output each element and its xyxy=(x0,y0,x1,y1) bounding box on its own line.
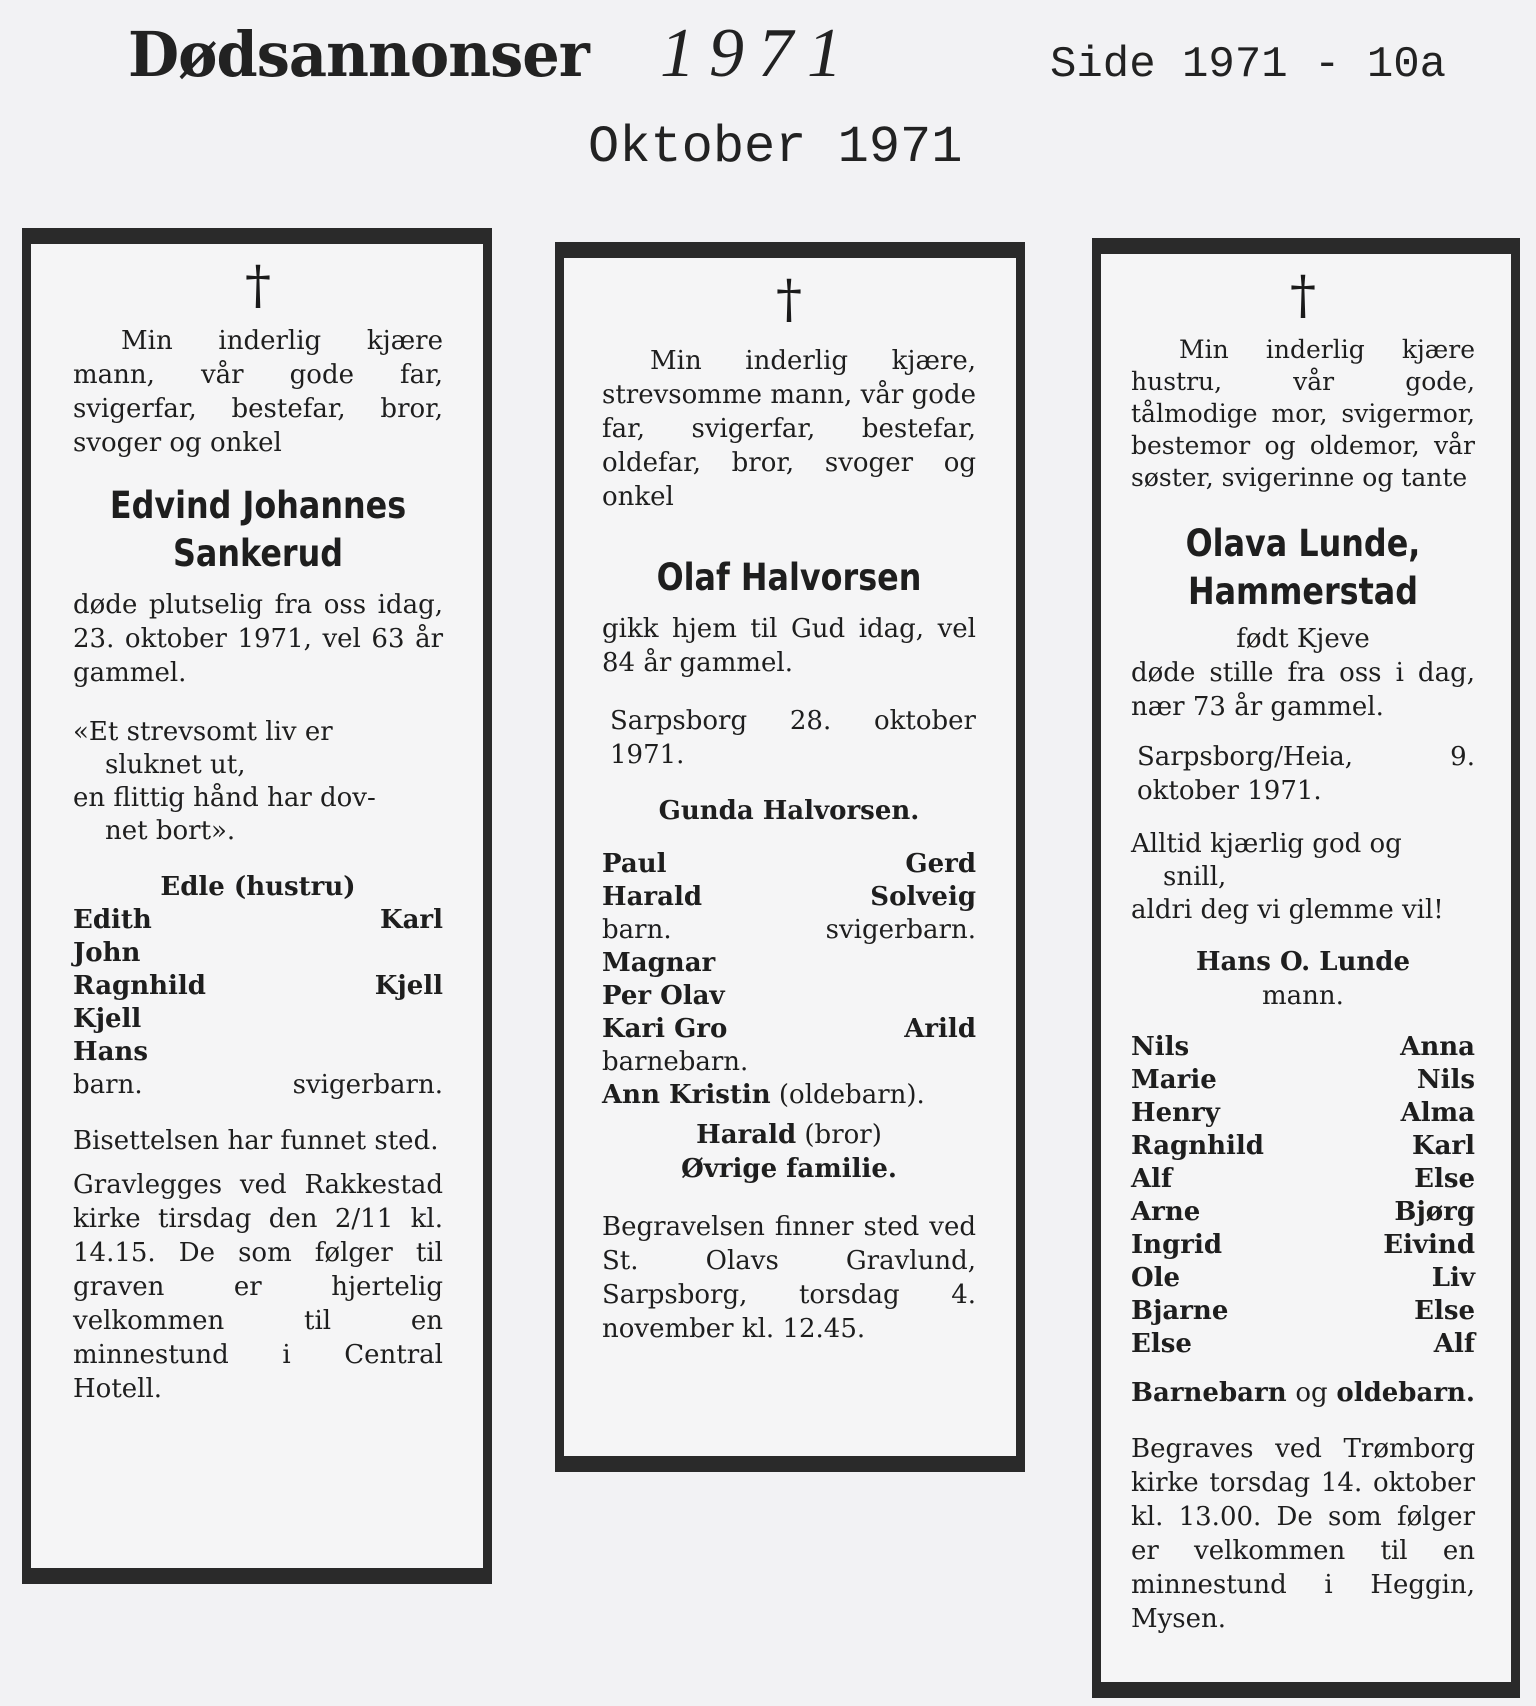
page-title: Dødsannonser xyxy=(128,18,589,91)
poem-line: snill, xyxy=(1163,862,1227,892)
page-year: 1971 xyxy=(660,15,856,92)
family-row: Per Olav xyxy=(602,981,725,1011)
page-number: Side 1971 - 10a xyxy=(1050,40,1447,90)
family-row: barn. svigerbarn. xyxy=(602,915,976,945)
family-list xyxy=(602,848,976,1112)
poem-line: aldri deg vi glemme vil! xyxy=(1131,895,1444,925)
family-row: barnebarn. xyxy=(602,1047,749,1077)
family-row: Kjell xyxy=(73,1004,142,1034)
poem xyxy=(1131,828,1475,927)
deceased-name: Edvind Johannes xyxy=(109,484,407,527)
cross-icon: † xyxy=(245,256,271,316)
family-row: John xyxy=(73,938,141,968)
family-row: barn. svigerbarn. xyxy=(73,1070,443,1100)
spouse-name: Edle (hustru) xyxy=(160,872,356,902)
great-grandchild-row: Ann Kristin (oldebarn). xyxy=(602,1080,925,1110)
family-row: Magnar xyxy=(602,948,716,978)
birth-name: født Kjeve xyxy=(1236,624,1370,654)
intro-text: Min inderlig kjære mann, vår gode far, svigerfar, bestefar, bror, svoger og onkel xyxy=(73,326,443,458)
family-list xyxy=(73,904,443,1102)
family-row: Kari Gro Arild xyxy=(602,1014,976,1044)
burial-text: Gravlegges ved Rakkestad kirke tirsdag den 2/11 kl. 14.15. De som følger til graven er hjertelig velkommen til en minnestund i Central Hotell. xyxy=(73,1170,443,1404)
spouse-name: Gunda Halvorsen. xyxy=(658,796,920,826)
funeral-text: Bisettelsen har funnet sted. xyxy=(73,1126,439,1156)
spouse-label: mann. xyxy=(1262,981,1344,1011)
poem-line: net bort». xyxy=(105,816,236,846)
family-row: Marie Nils xyxy=(1131,1065,1475,1095)
family-row: Else Alf xyxy=(1131,1329,1475,1359)
poem xyxy=(73,716,443,848)
family-row: Ole Liv xyxy=(1131,1263,1475,1293)
family-row: Bjarne Else xyxy=(1131,1296,1475,1326)
death-text: døde stille fra oss i dag, nær 73 år gammel. xyxy=(1131,658,1475,722)
death-text: gikk hjem til Gud idag, vel 84 år gammel. xyxy=(602,614,976,678)
page-month: Oktober 1971 xyxy=(588,118,963,177)
funeral-text: Begravelsen finner sted ved St. Olavs Gravlund, Sarpsborg, torsdag 4. november kl. 12.45. xyxy=(602,1212,976,1344)
family-row: Ingrid Eivind xyxy=(1131,1230,1475,1260)
poem-line: «Et strevsomt liv er xyxy=(73,717,333,747)
family-row: Henry Alma xyxy=(1131,1098,1475,1128)
intro-text: Min inderlig kjære, strevsomme mann, vår gode far, svigerfar, bestefar, oldefar, bror, svoger og onkel xyxy=(602,346,976,512)
obituary-notice-halvorsen xyxy=(555,242,1025,1472)
deceased-name: Olaf Halvorsen xyxy=(656,556,922,599)
family-row: Edith Karl xyxy=(73,905,443,935)
family-row: Arne Bjørg xyxy=(1131,1197,1475,1227)
other-family: Øvrige familie. xyxy=(681,1154,897,1184)
obituary-notice-lunde-hammerstad xyxy=(1092,238,1520,1698)
sibling-line: Harald (bror) xyxy=(696,1120,882,1150)
deceased-name-line2: Sankerud xyxy=(172,532,344,575)
obituary-notice-sankerud xyxy=(22,228,492,1584)
funeral-text: Begraves ved Trømborg kirke torsdag 14. oktober kl. 13.00. De som følger er velkommen til en minnestund i Heggin, Mysen. xyxy=(1131,1434,1475,1634)
family-row: Ragnhild Kjell xyxy=(73,971,443,1001)
family-row: Nils Anna xyxy=(1131,1032,1475,1062)
poem-line: en flittig hånd har dov- xyxy=(73,783,376,813)
cross-icon: † xyxy=(1290,266,1316,326)
family-row: Hans xyxy=(73,1037,148,1067)
place-date: Sarpsborg 28. oktober 1971. xyxy=(610,706,976,770)
deceased-name-line2: Hammerstad xyxy=(1187,570,1419,613)
deceased-name: Olava Lunde, xyxy=(1185,522,1421,565)
death-text: døde plutselig fra oss idag, 23. oktober 1971, vel 63 år gammel. xyxy=(73,590,443,688)
grandchildren-line: Barnebarn og oldebarn. xyxy=(1131,1378,1475,1408)
poem-line: sluknet ut, xyxy=(105,750,246,780)
poem-line: Alltid kjærlig god og xyxy=(1131,829,1402,859)
family-row: Alf Else xyxy=(1131,1164,1475,1194)
place-date: Sarpsborg/Heia, 9. oktober 1971. xyxy=(1137,742,1475,806)
family-row: Ragnhild Karl xyxy=(1131,1131,1475,1161)
family-row: Paul Gerd xyxy=(602,849,976,879)
cross-icon: † xyxy=(776,270,802,330)
intro-text: Min inderlig kjære hustru, vår gode, tålmodige mor, svigermor, bestemor og oldemor, vår søster, svigerinne og tante xyxy=(1131,335,1475,492)
family-row: Harald Solveig xyxy=(602,882,976,912)
spouse-name: Hans O. Lunde xyxy=(1195,947,1411,977)
family-list xyxy=(1131,1031,1475,1361)
